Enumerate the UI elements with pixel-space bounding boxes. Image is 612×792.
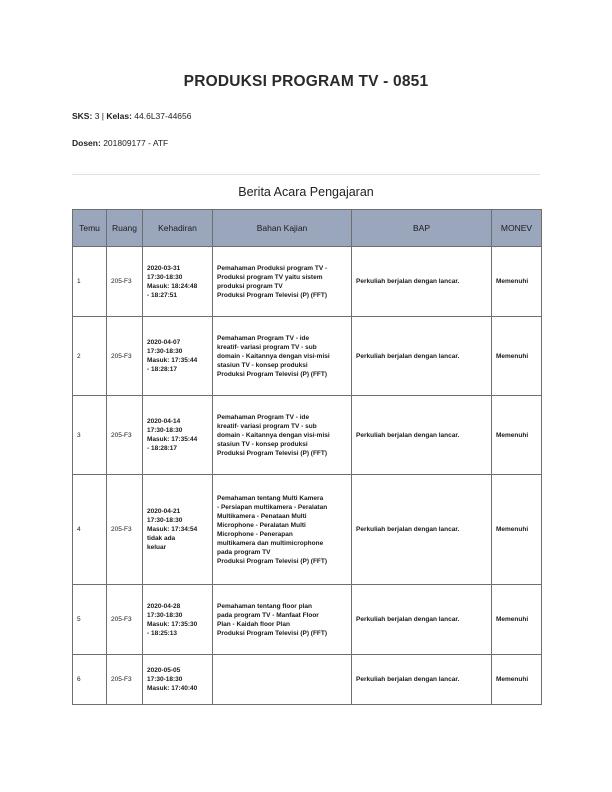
table-row [73, 396, 542, 475]
bahan-kajian-line: Produksi Program Televisi (P) (FFT) [217, 449, 328, 457]
cell-bahan-kajian [213, 585, 352, 655]
bahan-kajian-line: domain - Kaitannya dengan visi-misi [217, 352, 330, 360]
kehadiran-line: - 18:27:51 [147, 291, 177, 299]
cell-monev: Memenuhi [492, 317, 542, 396]
bahan-kajian-line: Produksi Program Televisi (P) (FFT) [217, 370, 328, 378]
cell-bahan-kajian [213, 317, 352, 396]
kehadiran-line: - 18:25:13 [147, 629, 177, 637]
bahan-kajian-line: stasiun TV - konsep produksi [217, 361, 308, 369]
header-bahan-kajian: Bahan Kajian [213, 210, 352, 247]
table-row [73, 475, 542, 585]
table-header-row [73, 210, 542, 247]
kelas-value: 44.6L37-44656 [134, 111, 192, 121]
bap-line: Perkuliah berjalan dengan lancar. [356, 616, 460, 623]
kehadiran-line: 17:30-18:30 [147, 517, 183, 524]
bahan-kajian-line: Produksi Program Televisi (P) (FFT) [217, 629, 328, 637]
table-row [73, 655, 542, 705]
bahan-kajian-line: pada program TV - Manfaat Floor [217, 611, 319, 619]
cell-bahan-kajian [213, 475, 352, 585]
bahan-kajian-line: Pemahaman Produksi program TV - [217, 264, 328, 272]
lecturer-line [72, 138, 168, 148]
bahan-kajian-line: domain - Kaitannya dengan visi-misi [217, 431, 330, 439]
cell-bap [352, 396, 492, 475]
sks-value: 3 [94, 111, 100, 121]
cell-monev: Memenuhi [492, 396, 542, 475]
bap-line: Perkuliah berjalan dengan lancar. [356, 676, 460, 683]
cell-bap [352, 655, 492, 705]
bahan-kajian-line: Produksi Program Televisi (P) (FFT) [217, 557, 328, 565]
cell-kehadiran [143, 247, 213, 317]
kehadiran-line: 2020-03-31 [147, 264, 181, 272]
kehadiran-line: - 18:28:17 [147, 445, 177, 452]
kehadiran-line: tidak ada [147, 535, 176, 542]
cell-temu: 6 [73, 655, 107, 705]
teaching-report-table [72, 209, 542, 705]
bahan-kajian-line: Multikamera - Penataan Multi [217, 512, 307, 520]
cell-kehadiran [143, 475, 213, 585]
cell-ruang: 205-F3 [107, 396, 143, 475]
cell-ruang: 205-F3 [107, 585, 143, 655]
bap-line: Perkuliah berjalan dengan lancar. [356, 278, 460, 285]
kehadiran-line: keluar [147, 544, 167, 551]
kehadiran-line: 2020-04-28 [147, 602, 181, 610]
cell-monev: Memenuhi [492, 655, 542, 705]
kehadiran-line: 2020-05-05 [147, 667, 181, 674]
page-title: PRODUKSI PROGRAM TV - 0851 [183, 73, 429, 90]
cell-temu: 2 [73, 317, 107, 396]
bahan-kajian-line: Microphone - Penerapan [217, 530, 293, 538]
table-row [73, 317, 542, 396]
table-row [73, 585, 542, 655]
cell-bap [352, 317, 492, 396]
dosen-label: Dosen: [72, 138, 101, 148]
bahan-kajian-line: Pemahaman Program TV - ide [217, 334, 310, 342]
kehadiran-line: 17:30-18:30 [147, 273, 183, 281]
cell-bap [352, 247, 492, 317]
kehadiran-line: 17:30-18:30 [147, 427, 183, 434]
kehadiran-line: Masuk: 18:24:48 [147, 282, 198, 290]
bap-line: Perkuliah berjalan dengan lancar. [356, 352, 460, 360]
header-bap: BAP [352, 210, 492, 247]
bahan-kajian-line: kreatif- variasi program TV - sub [217, 343, 317, 351]
header-ruang: Ruang [107, 210, 143, 247]
kehadiran-line: 17:30-18:30 [147, 676, 183, 683]
kehadiran-line: Masuk: 17:35:44 [147, 357, 198, 364]
kehadiran-line: 2020-04-07 [147, 339, 181, 346]
cell-bahan-kajian [213, 396, 352, 475]
cell-kehadiran [143, 655, 213, 705]
bahan-kajian-line: stasiun TV - konsep produksi [217, 440, 308, 448]
kehadiran-line: 2020-04-14 [147, 418, 181, 425]
bahan-kajian-line: - Persiapan multikamera - Peralatan [217, 503, 328, 511]
bap-line: Perkuliah berjalan dengan lancar. [356, 431, 460, 439]
cell-bahan-kajian [213, 247, 352, 317]
cell-kehadiran [143, 585, 213, 655]
bahan-kajian-line: pada program TV [217, 548, 271, 556]
bahan-kajian-line: Produksi Program Televisi (P) (FFT) [217, 291, 328, 299]
cell-temu: 3 [73, 396, 107, 475]
section-title: Berita Acara Pengajaran [238, 185, 374, 199]
cell-monev: Memenuhi [492, 585, 542, 655]
header-monev: MONEV [492, 210, 542, 247]
kehadiran-line: 17:30-18:30 [147, 611, 183, 619]
bahan-kajian-line: Pemahaman tentang Multi Kamera [217, 494, 324, 502]
divider [72, 174, 540, 175]
bahan-kajian-line: produksi program TV [217, 282, 283, 290]
header-temu: Temu [73, 210, 107, 247]
cell-ruang: 205-F3 [107, 475, 143, 585]
cell-temu: 4 [73, 475, 107, 585]
cell-ruang: 205-F3 [107, 655, 143, 705]
cell-temu: 5 [73, 585, 107, 655]
cell-monev: Memenuhi [492, 475, 542, 585]
kehadiran-line: 2020-04-21 [147, 508, 181, 515]
kehadiran-line: Masuk: 17:35:30 [147, 620, 198, 628]
bahan-kajian-line: Pemahaman Program TV - ide [217, 413, 310, 421]
kehadiran-line: Masuk: 17:34:54 [147, 526, 198, 533]
sks-label: SKS: [72, 111, 93, 121]
kehadiran-line: 17:30-18:30 [147, 348, 183, 355]
cell-temu: 1 [73, 247, 107, 317]
cell-monev: Memenuhi [492, 247, 542, 317]
kelas-label: Kelas: [106, 111, 132, 121]
separator: | [101, 111, 105, 121]
course-info-line [72, 111, 191, 121]
header-kehadiran: Kehadiran [143, 210, 213, 247]
bahan-kajian-line: Pemahaman tentang floor plan [217, 602, 312, 610]
cell-bap [352, 585, 492, 655]
bahan-kajian-line: Produksi program TV yaitu sistem [217, 273, 323, 281]
cell-kehadiran [143, 317, 213, 396]
kehadiran-line: Masuk: 17:35:44 [147, 436, 198, 443]
cell-bap [352, 475, 492, 585]
kehadiran-line: - 18:28:17 [147, 366, 177, 373]
bahan-kajian-line: kreatif- variasi program TV - sub [217, 422, 317, 430]
kehadiran-line: Masuk: 17:40:40 [147, 685, 198, 692]
cell-ruang: 205-F3 [107, 317, 143, 396]
bahan-kajian-line: Microphone - Peralatan Multi [217, 521, 306, 529]
cell-kehadiran [143, 396, 213, 475]
cell-ruang: 205-F3 [107, 247, 143, 317]
bahan-kajian-line: Plan - Kaidah floor Plan [217, 620, 290, 628]
cell-bahan-kajian [213, 655, 352, 705]
dosen-value: 201809177 - ATF [103, 138, 169, 148]
bahan-kajian-line: multikamera dan multimicrophone [217, 539, 324, 547]
bap-line: Perkuliah berjalan dengan lancar. [356, 526, 460, 533]
table-row [73, 247, 542, 317]
